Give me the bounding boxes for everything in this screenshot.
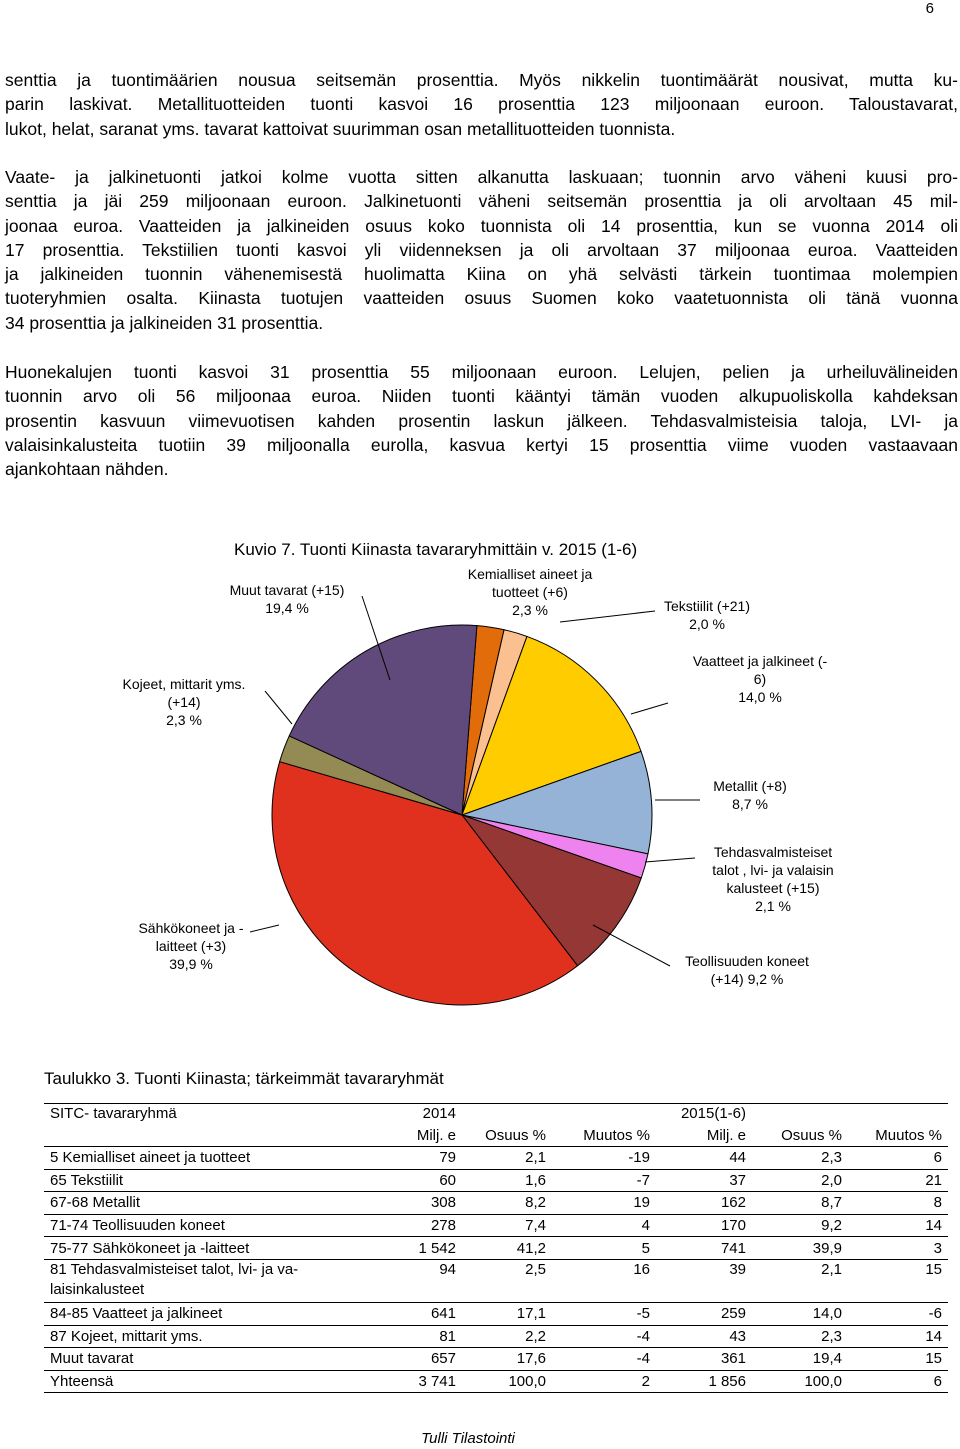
pie-label-line: 8,7 % bbox=[732, 796, 768, 812]
paragraph-line: senttia ja tuontimäärien nousua seitsemän prosenttia. Myös nikkelin tuontimäärät nousivat, mutta ku- bbox=[5, 70, 958, 90]
table-cell: 2,0 bbox=[752, 1169, 848, 1192]
header-year-2014: 2014 bbox=[344, 1104, 462, 1126]
table-cell: 2,3 bbox=[752, 1325, 848, 1348]
table-cell: -4 bbox=[552, 1325, 656, 1348]
figure-title: Kuvio 7. Tuonti Kiinasta tavararyhmittäin v. 2015 (1-6) bbox=[234, 540, 638, 559]
table-cell: 94 bbox=[344, 1259, 462, 1302]
table-row bbox=[44, 1237, 948, 1260]
table-cell: 37 bbox=[656, 1169, 752, 1192]
table-cell: 6 bbox=[848, 1147, 948, 1170]
table-cell: 100,0 bbox=[462, 1370, 552, 1393]
pie-label-line: Muut tavarat (+15) bbox=[229, 582, 345, 598]
table-row bbox=[44, 1370, 948, 1393]
table-row bbox=[44, 1147, 948, 1170]
paragraph-line: senttia ja jäi 259 miljoonaan euroon. Jalkinetuonti väheni seitsemän prosenttia ja oli arvoltaan 45 mil- bbox=[5, 191, 958, 212]
row-label: 87 Kojeet, mittarit yms. bbox=[44, 1325, 344, 1348]
col-header: Muutos % bbox=[552, 1125, 656, 1147]
import-table bbox=[44, 1103, 948, 1393]
table-cell: 14,0 bbox=[752, 1302, 848, 1325]
table-cell: 1 856 bbox=[656, 1370, 752, 1393]
table-cell: 1,6 bbox=[462, 1169, 552, 1192]
table-cell: 741 bbox=[656, 1237, 752, 1260]
table-cell: 19,4 bbox=[752, 1348, 848, 1371]
table-cell: 2 bbox=[552, 1370, 656, 1393]
table-cell: 7,4 bbox=[462, 1214, 552, 1237]
table-cell: 5 bbox=[552, 1237, 656, 1260]
leader-line-kojeet bbox=[265, 691, 292, 724]
table-cell: -7 bbox=[552, 1169, 656, 1192]
table-cell: 39 bbox=[656, 1259, 752, 1302]
header-group: SITC- tavararyhmä bbox=[44, 1104, 344, 1126]
pie-label-line: 2,1 % bbox=[755, 898, 791, 914]
row-label: Muut tavarat bbox=[44, 1348, 344, 1371]
pie-label-tekstiilit bbox=[664, 598, 750, 632]
pie-label-line: 6) bbox=[753, 671, 767, 687]
table-cell: 19 bbox=[552, 1192, 656, 1215]
pie-label-line: 2,3 % bbox=[166, 712, 202, 728]
pie-label-line: Tehdasvalmisteiset bbox=[713, 844, 833, 860]
page-number: 6 bbox=[925, 0, 934, 17]
row-label: 71-74 Teollisuuden koneet bbox=[44, 1214, 344, 1237]
paragraph-line: parin laskivat. Metallituotteiden tuonti kasvoi 16 prosenttia 123 miljoonaan euroon. Taloustavarat, bbox=[5, 94, 958, 115]
table-cell: 2,3 bbox=[752, 1147, 848, 1170]
pie-label-sahkokoneet bbox=[138, 920, 243, 972]
pie-label-line: 19,4 % bbox=[265, 600, 309, 616]
table-cell: 3 741 bbox=[344, 1370, 462, 1393]
table-cell: 17,6 bbox=[462, 1348, 552, 1371]
table-cell: -19 bbox=[552, 1147, 656, 1170]
row-label: 67-68 Metallit bbox=[44, 1192, 344, 1215]
table-cell: 60 bbox=[344, 1169, 462, 1192]
col-header: Milj. e bbox=[344, 1125, 462, 1147]
table-cell: 21 bbox=[848, 1169, 948, 1192]
table-cell: -6 bbox=[848, 1302, 948, 1325]
table-row bbox=[44, 1214, 948, 1237]
table-cell: 4 bbox=[552, 1214, 656, 1237]
pie-label-line: kalusteet (+15) bbox=[726, 880, 820, 896]
table-cell: 2,1 bbox=[462, 1147, 552, 1170]
table-row bbox=[44, 1192, 948, 1215]
leader-line-sahkokoneet bbox=[250, 925, 279, 932]
header-year-2015: 2015(1-6) bbox=[656, 1104, 752, 1126]
table-header-row-1 bbox=[44, 1104, 948, 1126]
row-label: 84-85 Vaatteet ja jalkineet bbox=[44, 1302, 344, 1325]
pie-label-line: Tekstiilit (+21) bbox=[664, 598, 750, 614]
paragraph-line: tuonnin arvo oli 56 miljoonaa euroa. Niiden tuonti kääntyi tämän vuoden alkupuoliskolla kahdeksan bbox=[5, 386, 958, 407]
pie-label-tehdasvalmisteiset bbox=[712, 844, 833, 914]
pie-label-line: (+14) 9,2 % bbox=[710, 971, 784, 987]
pie-label-line: laitteet (+3) bbox=[155, 938, 227, 954]
table-cell: 16 bbox=[552, 1259, 656, 1302]
leader-line-tehdasvalmisteiset bbox=[645, 858, 695, 862]
table-cell: 641 bbox=[344, 1302, 462, 1325]
table-cell: 15 bbox=[848, 1348, 948, 1371]
paragraph-line: tuoteryhmien osalta. Kiinasta tuotujen vaatteiden osuus Suomen koko vaatetuonnista oli tänä vuonna bbox=[5, 288, 958, 309]
table-row bbox=[44, 1302, 948, 1325]
leader-line-teollisuuden bbox=[593, 925, 670, 966]
table-title: Taulukko 3. Tuonti Kiinasta; tärkeimmät tavararyhmät bbox=[44, 1069, 444, 1088]
table-cell: 2,2 bbox=[462, 1325, 552, 1348]
row-label: 5 Kemialliset aineet ja tuotteet bbox=[44, 1147, 344, 1170]
pie-label-line: Teollisuuden koneet bbox=[685, 953, 809, 969]
pie-label-line: 2,0 % bbox=[689, 616, 725, 632]
table-cell: 17,1 bbox=[462, 1302, 552, 1325]
paragraph-line: valaisinkalusteita tuotiin 39 miljoonalla eurolla, kasvua kertyi 15 prosenttia viime vuoden vastaavaan bbox=[5, 434, 958, 455]
pie-label-line: Kojeet, mittarit yms. bbox=[122, 676, 246, 692]
footer: Tulli Tilastointi bbox=[421, 1430, 515, 1447]
table-cell: 170 bbox=[656, 1214, 752, 1237]
table-cell: 657 bbox=[344, 1348, 462, 1371]
table-row bbox=[44, 1259, 948, 1302]
table-cell: 79 bbox=[344, 1147, 462, 1170]
pie-label-line: (+14) bbox=[167, 694, 201, 710]
paragraph-line: prosentin kasvuun viimevuotisen kahden prosentin laskun jälkeen. Tehdasvalmisteisia taloja, LVI- ja bbox=[5, 410, 958, 431]
pie-label-line: Sähkökoneet ja - bbox=[138, 920, 244, 936]
table-cell: 9,2 bbox=[752, 1214, 848, 1237]
table-cell: 15 bbox=[848, 1259, 948, 1302]
paragraph-line: ajankohtaan nähden. bbox=[5, 459, 169, 480]
table-cell: 43 bbox=[656, 1325, 752, 1348]
table-cell: 2,5 bbox=[462, 1259, 552, 1302]
table-row bbox=[44, 1169, 948, 1192]
table-cell: 81 bbox=[344, 1325, 462, 1348]
leader-line-vaatteet bbox=[631, 703, 668, 714]
table-cell: 278 bbox=[344, 1214, 462, 1237]
table-cell: 3 bbox=[848, 1237, 948, 1260]
paragraph-line: 17 prosenttia. Tekstiilien tuonti kasvoi yli viidenneksen ja oli arvoltaan 37 miljoonaa euroa. Vaatteiden bbox=[5, 239, 958, 260]
table-cell: 1 542 bbox=[344, 1237, 462, 1260]
table-cell: 2,1 bbox=[752, 1259, 848, 1302]
row-label: 75-77 Sähkökoneet ja -laitteet bbox=[44, 1237, 344, 1260]
table-cell: 308 bbox=[344, 1192, 462, 1215]
pie-label-vaatteet bbox=[693, 653, 828, 705]
pie-label-line: 14,0 % bbox=[738, 689, 782, 705]
table-cell: -5 bbox=[552, 1302, 656, 1325]
row-label: 81 Tehdasvalmisteiset talot, lvi- ja va-laisinkalusteet bbox=[44, 1259, 344, 1302]
table-row bbox=[44, 1325, 948, 1348]
col-header: Osuus % bbox=[462, 1125, 552, 1147]
table-cell: -4 bbox=[552, 1348, 656, 1371]
table-cell: 14 bbox=[848, 1325, 948, 1348]
table-header-row-2 bbox=[44, 1125, 948, 1147]
pie-label-line: Metallit (+8) bbox=[713, 778, 787, 794]
pie-label-line: Kemialliset aineet ja bbox=[467, 566, 593, 582]
table-cell: 8,7 bbox=[752, 1192, 848, 1215]
pie-label-muut bbox=[230, 582, 345, 616]
col-header: Milj. e bbox=[656, 1125, 752, 1147]
pie-label-line: 2,3 % bbox=[512, 602, 548, 618]
table-cell: 361 bbox=[656, 1348, 752, 1371]
table-cell: 162 bbox=[656, 1192, 752, 1215]
row-label: 65 Tekstiilit bbox=[44, 1169, 344, 1192]
pie-label-line: talot , lvi- ja valaisin bbox=[712, 862, 834, 878]
pie-label-line: tuotteet (+6) bbox=[492, 584, 568, 600]
paragraph-line: joonaa euroa. Vaatteiden ja jalkineiden osuus koko tuonnista oli 14 prosenttia, kun se vuonna 2014 oli bbox=[5, 215, 958, 236]
paragraph-line: Vaate- ja jalkinetuonti jatkoi kolme vuotta sitten alkanutta laskuaan; tuonnin arvo väheni kuusi pro- bbox=[5, 167, 958, 187]
table-cell: 44 bbox=[656, 1147, 752, 1170]
table-cell: 100,0 bbox=[752, 1370, 848, 1393]
table-cell: 8 bbox=[848, 1192, 948, 1215]
paragraph-line: ja jalkineiden tuonnin vähenemisestä huolimatta Kiina on yhä selvästi tärkein tuontimaa molempien bbox=[5, 264, 958, 285]
table-cell: 6 bbox=[848, 1370, 948, 1393]
pie-label-metallit bbox=[713, 778, 787, 812]
table-cell: 41,2 bbox=[462, 1237, 552, 1260]
table-cell: 8,2 bbox=[462, 1192, 552, 1215]
pie-label-kojeet bbox=[123, 676, 246, 728]
pie-label-kemialliset bbox=[468, 566, 593, 618]
leader-line-tekstiilit bbox=[560, 611, 655, 622]
table-cell: 259 bbox=[656, 1302, 752, 1325]
table-row bbox=[44, 1348, 948, 1371]
paragraph-line: 34 prosenttia ja jalkineiden 31 prosenttia. bbox=[5, 312, 324, 333]
table-cell: 14 bbox=[848, 1214, 948, 1237]
pie-label-line: Vaatteet ja jalkineet (- bbox=[692, 653, 828, 669]
row-label: Yhteensä bbox=[44, 1370, 344, 1393]
table-cell: 39,9 bbox=[752, 1237, 848, 1260]
pie-label-teollisuuden bbox=[685, 953, 809, 987]
col-header: Muutos % bbox=[848, 1125, 948, 1147]
paragraph-line: lukot, helat, saranat yms. tavarat kattoivat suurimman osan metallituotteiden tuonnista. bbox=[5, 118, 676, 139]
paragraph-line: Huonekalujen tuonti kasvoi 31 prosenttia 55 miljoonaan euroon. Lelujen, pelien ja urheiluvälineiden bbox=[5, 362, 958, 382]
col-header: Osuus % bbox=[752, 1125, 848, 1147]
pie-label-line: 39,9 % bbox=[169, 956, 213, 972]
